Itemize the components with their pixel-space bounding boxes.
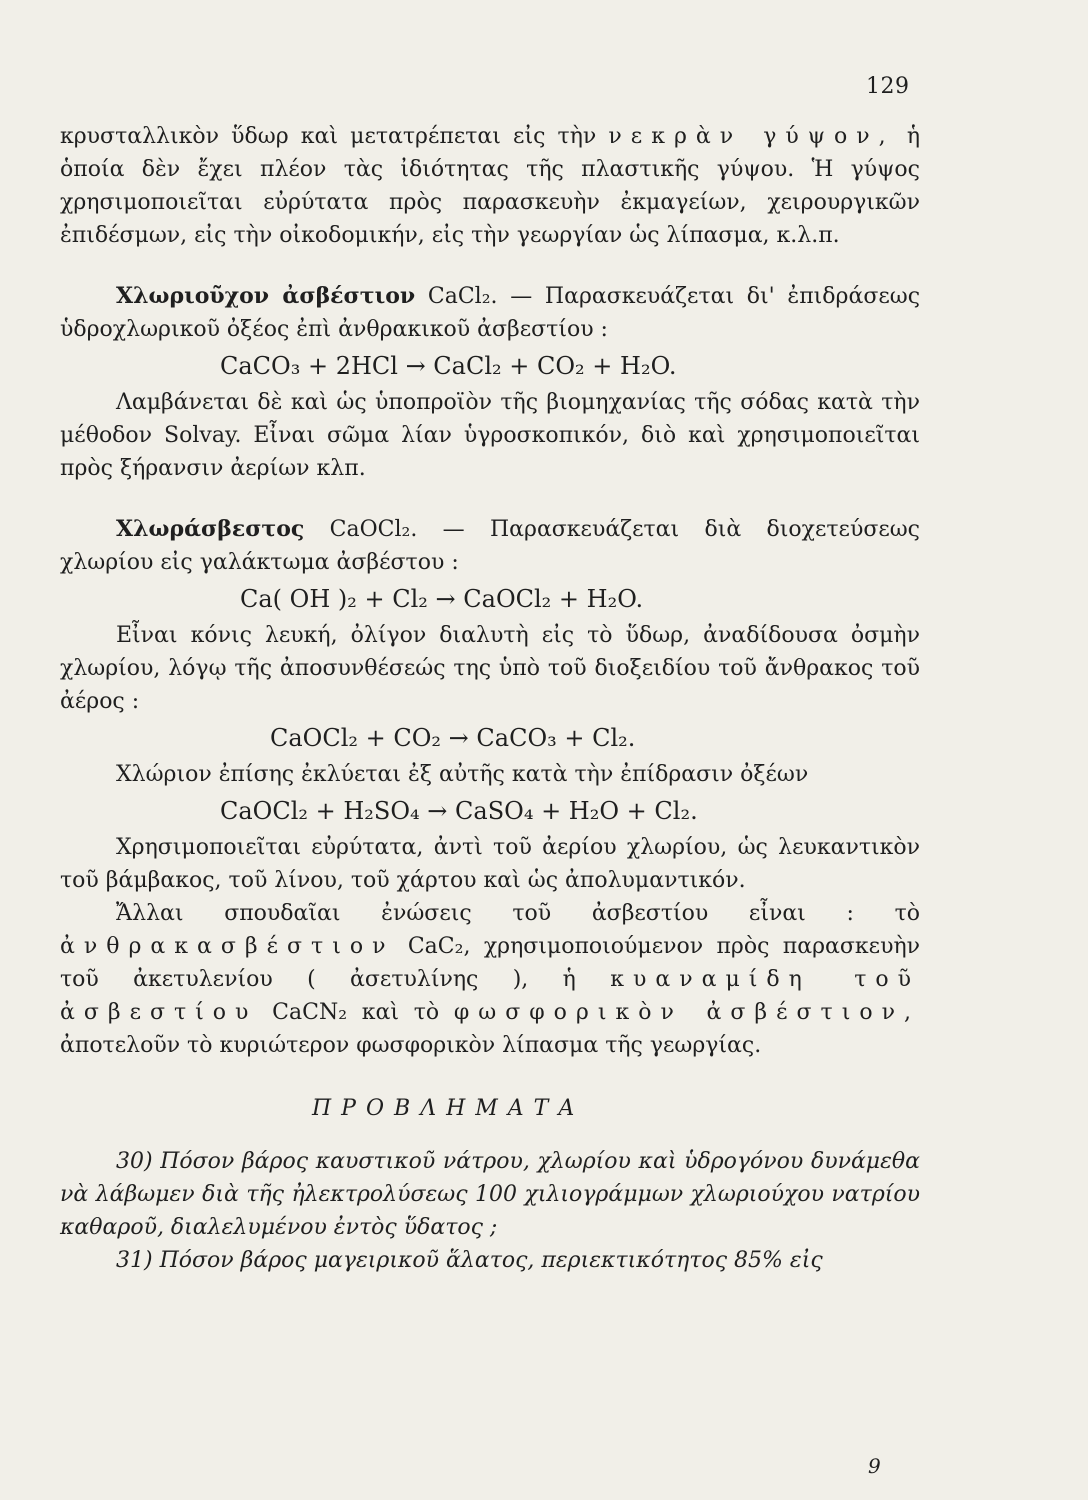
section-title: Χλωράσβεστος [116,516,305,542]
equation-1: CaCO₃ + 2HCl → CaCl₂ + CO₂ + H₂O. [220,352,677,380]
text-span: Ἄλλαι σπουδαῖαι ἐνώσεις τοῦ ἀσβεστίου εἶναι : τὸ [116,901,920,926]
text-span: ἡ ὁποία δὲν ἔχει πλέον τὰς ἰδιότητας τῆς πλαστικῆς γύψου. Ἡ γύψος χρησιμοποιεῖται εὐρύτατα πρὸς παρασκευὴν ἐκμαγείων, χειρουργικῶν ἐπιδέσμων, εἰς τὴν οἰκοδομικήν, εἰς τὴν γεωργίαν ὡς λίπασμα, κ.λ.π. [60,124,920,248]
signature-mark: 9 [868,1454,881,1478]
equation-4: CaOCl₂ + H₂SO₄ → CaSO₄ + H₂O + Cl₂. [220,797,698,825]
text-span: CaCN₂ καὶ τὸ [272,1000,440,1025]
problem-31: 31) Πόσον βάρος μαγειρικοῦ ἅλατος, περιεκτικότητος 85% εἰς [116,1248,823,1273]
problems-heading: ΠΡΟΒΛΗΜΑΤΑ [312,1096,585,1121]
paragraph-other-compounds [60,897,920,1062]
text-span: κρυσταλλικὸν ὕδωρ καὶ μετατρέπεται εἰς τὴν [60,124,597,149]
body-text [60,120,920,1277]
section-title: Χλωριοῦχον ἀσβέστιον [116,283,416,309]
equation-3: CaOCl₂ + CO₂ → CaCO₃ + Cl₂. [270,724,636,752]
spaced-term: νεκρὰν γύψον, [608,124,895,149]
problems-list [60,1145,920,1277]
paragraph-bleach [60,513,920,579]
paragraph-gypsum [60,120,920,252]
paragraph-calcium-chloride [60,280,920,346]
spaced-term: κυαναμίδη τοῦ ἀσβεστίου [60,967,920,1025]
paragraph-bleach-acids: Χλώριον ἐπίσης ἐκλύεται ἐξ αὐτῆς κατὰ τὴν ἐπίδρασιν ὀξέων [116,762,809,787]
equation-2: Ca( OH )₂ + Cl₂ → CaOCl₂ + H₂O. [240,585,644,613]
spaced-term: φωσφορικὸν ἀσβέστιον, [453,1000,920,1025]
paragraph-solvay: Λαμβάνεται δὲ καὶ ὡς ὑποπροϊὸν τῆς βιομηχανίας τῆς σόδας κατὰ τὴν μέθοδον Solvay. Εἶναι σῶμα λίαν ὑγροσκοπικόν, διὸ καὶ χρησιμοποιεῖται πρὸς ξήρανσιν ἀερίων κλπ. [60,390,920,481]
page-number: 129 [866,74,910,99]
paragraph-bleach-uses: Χρησιμοποιεῖται εὐρύτατα, ἀντὶ τοῦ ἀερίου χλωρίου, ὡς λευκαντικὸν τοῦ βάμβακος, τοῦ λίνου, τοῦ χάρτου καὶ ὡς ἀπολυμαντικόν. [60,835,920,893]
problem-30: 30) Πόσον βάρος καυστικοῦ νάτρου, χλωρίου καὶ ὑδρογόνου δυνάμεθα νὰ λάβωμεν διὰ τῆς ἠλεκτρολύσεως 100 χιλιογράμμων χλωριούχου νατρίου καθαροῦ, διαλελυμένου ἐντὸς ὕδατος ; [60,1149,920,1240]
formula: CaCl₂. [427,284,498,309]
text-span: ἀποτελοῦν τὸ κυριώτερον φωσφορικὸν λίπασμα τῆς γεωργίας. [60,1033,762,1058]
text-span: — Παρασκευάζεται διὰ διοχετεύσεως χλωρίου εἰς γαλάκτωμα ἀσβέστου : [60,517,920,575]
text-span: — Παρασκευάζεται δι' ἐπιδράσεως ὑδροχλωρικοῦ ὀξέος ἐπὶ ἀνθρακικοῦ ἀσβεστίου : [60,284,921,342]
spaced-term: ἀνθρακασβέστιον [60,934,395,959]
text-span: CaC₂, χρησιμοποιούμενον πρὸς παρασκευὴν τοῦ ἀκετυλενίου ( ἀσετυλίνης ), ἡ [60,934,920,992]
formula: CaOCl₂. [329,517,418,542]
paragraph-bleach-props: Εἶναι κόνις λευκή, ὀλίγον διαλυτὴ εἰς τὸ ὕδωρ, ἀναδίδουσα ὀσμὴν χλωρίου, λόγῳ τῆς ἀποσυνθέσεώς της ὑπὸ τοῦ διοξειδίου τοῦ ἄνθρακος τοῦ ἀέρος : [60,623,920,714]
